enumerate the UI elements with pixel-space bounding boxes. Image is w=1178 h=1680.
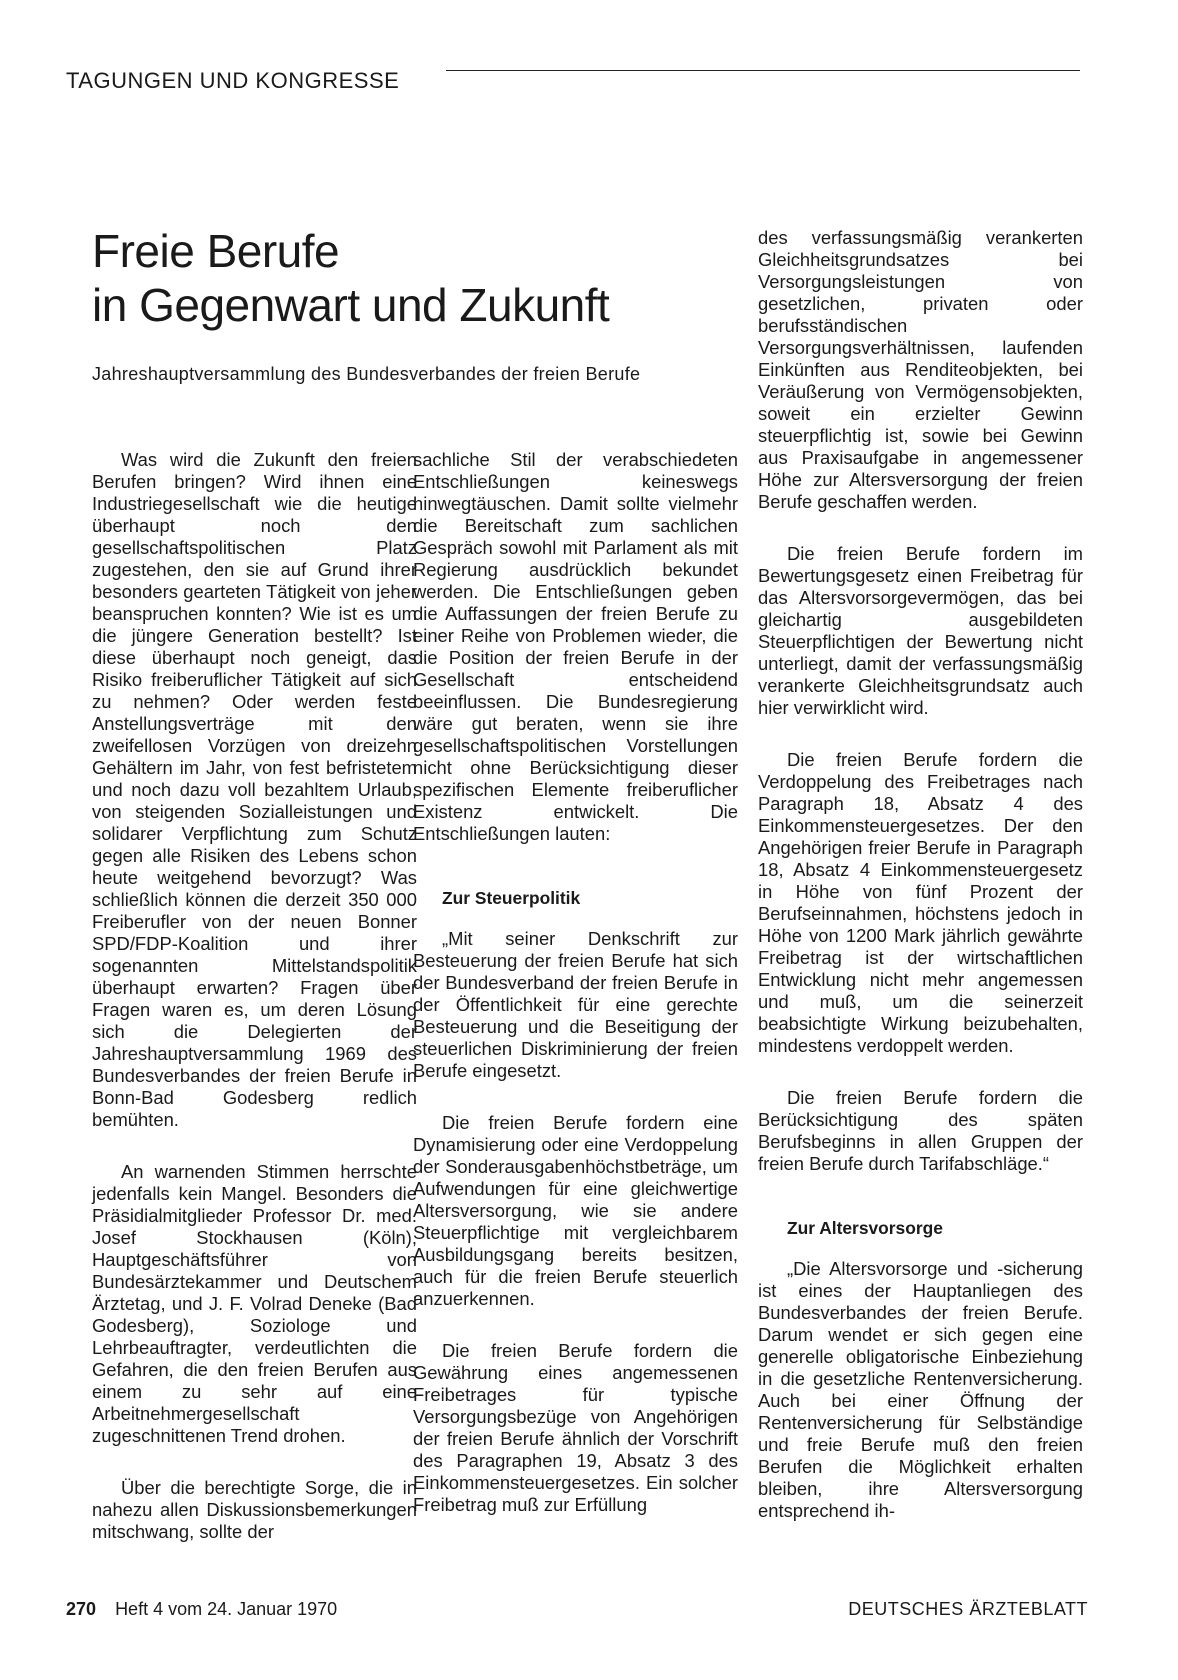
paragraph: Die freien Berufe fordern die Gewährung eines angemessenen Freibetrages für typische Versorgungsbezüge von Angehörigen der freien Berufe ähnlich der Vorschrift des Paragraphen 19, Absatz 3 des Einkommensteuergesetzes. Ein solcher Freibetrag muß zur Erfüllung: [413, 1340, 738, 1515]
paragraph: Über die berechtigte Sorge, die in nahezu allen Diskussionsbemerkungen mitschwang, sollte der: [92, 1477, 417, 1542]
paragraph: „Die Altersvorsorge und -sicherung ist eines der Hauptanliegen des Bundesverbandes der freien Berufe. Darum wendet er sich gegen eine generelle obligatorische Einbeziehung in die gesetzliche Rentenversicherung. Auch bei einer Öffnung der Rentenversicherung für Selbständige und freie Berufe muß den freien Berufen die Möglichkeit erhalten bleiben, ihre Altersversorgung entsprechend ih-: [758, 1258, 1083, 1521]
page-number: 270: [66, 1599, 97, 1619]
text-column-2: [413, 449, 738, 1546]
paragraph: Was wird die Zukunft den freien Berufen bringen? Wird ihnen eine Industriegesellschaft wie die heutige überhaupt noch den gesellschaftspolitischen Platz zugestehen, den sie auf Grund ihrer besonders gearteten Tätigkeit von jeher beanspruchen konnten? Wie ist es um die jüngere Generation bestellt? Ist diese überhaupt noch geneigt, das Risiko freiberuflicher Tätigkeit auf sich zu nehmen? Oder werden feste Anstellungsverträge mit den zweifellosen Vorzügen von dreizehn Gehältern im Jahr, von fest befristetem und noch dazu voll bezahltem Urlaub, von steigenden Sozialleistungen und solidarer Verpflichtung zum Schutz gegen alle Risiken des Lebens schon heute weitgehend bevorzugt? Was schließlich können die derzeit 350 000 Freiberufler von der neuen Bonner SPD/FDP-Koalition und ihrer sogenannten Mittelstandspolitik überhaupt erwarten? Fragen über Fragen waren es, um deren Lösung sich die Delegierten der Jahreshauptversammlung 1969 des Bundesverbandes der freien Berufe in Bonn-Bad Godesberg redlich bemühten.: [92, 449, 417, 1130]
paragraph: „Mit seiner Denkschrift zur Besteuerung der freien Berufe hat sich der Bundesverband der freien Berufe in der Öffentlichkeit für eine gerechte Besteuerung und die Beseitigung der steuerlichen Diskriminierung der freien Berufe eingesetzt.: [413, 928, 738, 1081]
article-title-line-1: Freie Berufe: [92, 225, 340, 277]
paragraph-continued: des verfassungsmäßig verankerten Gleichheitsgrundsatzes bei Versorgungsleistungen von gesetzlichen, privaten oder berufsständischen Versorgungsverhältnissen, laufenden Einkünften aus Renditeobjekten, bei Veräußerung von Vermögensobjekten, soweit ein erzielter Gewinn steuerpflichtig ist, sowie bei Gewinn aus Praxisaufgabe in angemessener Höhe zur Altersversorgung der freien Berufe geschaffen werden.: [758, 227, 1083, 512]
article-subtitle: Jahreshauptversammlung des Bundesverbandes der freien Berufe: [92, 364, 641, 384]
text-column-3: [758, 227, 1083, 1552]
section-heading-steuerpolitik: Zur Steuerpolitik: [442, 888, 581, 908]
paragraph: Die freien Berufe fordern im Bewertungsgesetz einen Freibetrag für das Altersvorsorgevermögen, das bei gleichartig ausgebildeten Steuerpflichtigen der Bewertung nicht unterliegt, damit der verfassungsmäßig verankerte Gleichheitsgrundsatz auch hier verwirklicht wird.: [758, 543, 1083, 718]
section-rule: [446, 70, 1080, 71]
text-column-1: [92, 449, 417, 1573]
paragraph: An warnenden Stimmen herrschte jedenfalls kein Mangel. Besonders die Präsidialmitglieder Professor Dr. med. Josef Stockhausen (Köln), Hauptgeschäftsführer von Bundesärztekammer und Deutschem Ärztetag, und J. F. Volrad Deneke (Bad Godesberg), Soziologe und Lehrbeauftragter, verdeutlichten die Gefahren, die den freien Berufen aus einem zu sehr auf eine Arbeitnehmergesellschaft zugeschnittenen Trend drohen.: [92, 1161, 417, 1446]
paragraph: Die freien Berufe fordern die Verdoppelung des Freibetrages nach Paragraph 18, Absatz 4 des Einkommensteuergesetzes. Der den Angehörigen freier Berufe in Paragraph 18, Absatz 4 Einkommensteuergesetz in Höhe von fünf Prozent der Berufseinnahmen, höchstens jedoch in Höhe von 1200 Mark jährlich gewährte Freibetrag ist der wirtschaftlichen Entwicklung nicht mehr angemessen und muß, um die seinerzeit beabsichtigte Wirkung beizubehalten, mindestens verdoppelt werden.: [758, 749, 1083, 1056]
journal-name: DEUTSCHES ÄRZTEBLATT: [848, 1599, 1088, 1619]
section-title: TAGUNGEN UND KONGRESSE: [66, 68, 405, 94]
article-title-line-2: in Gegenwart und Zukunft: [92, 279, 610, 331]
footer-issue-info: [66, 1599, 337, 1620]
section-heading-altersvorsorge: Zur Altersvorsorge: [787, 1218, 943, 1238]
section-header: [66, 64, 1080, 104]
article-title: [92, 224, 692, 332]
paragraph: Die freien Berufe fordern die Berücksichtigung des späten Berufsbeginns in allen Gruppen der freien Berufe durch Tarifabschläge.“: [758, 1087, 1083, 1174]
paragraph-continued: sachliche Stil der verabschiedeten Entschließungen keineswegs hinwegtäuschen. Damit sollte vielmehr die Bereitschaft zum sachlichen Gespräch sowohl mit Parlament als mit Regierung ausdrücklich bekundet werden. Die Entschließungen geben die Auffassungen der freien Berufe zu einer Reihe von Problemen wieder, die die Position der freien Berufe in der Gesellschaft entscheidend beeinflussen. Die Bundesregierung wäre gut beraten, wenn sie ihre gesellschaftspolitischen Vorstellungen nicht ohne Berücksichtigung dieser spezifischen Elemente freiberuflicher Existenz entwickelt. Die Entschließungen lauten:: [413, 449, 738, 844]
issue-date: Heft 4 vom 24. Januar 1970: [115, 1599, 338, 1619]
paragraph: Die freien Berufe fordern eine Dynamisierung oder eine Verdoppelung der Sonderausgabenhöchstbeträge, um Aufwendungen für eine gleichwertige Altersversorgung, wie sie andere Steuerpflichtige mit vergleichbarem Ausbildungsgang bereits besitzen, auch für die freien Berufe steuerlich anzuerkennen.: [413, 1112, 738, 1309]
